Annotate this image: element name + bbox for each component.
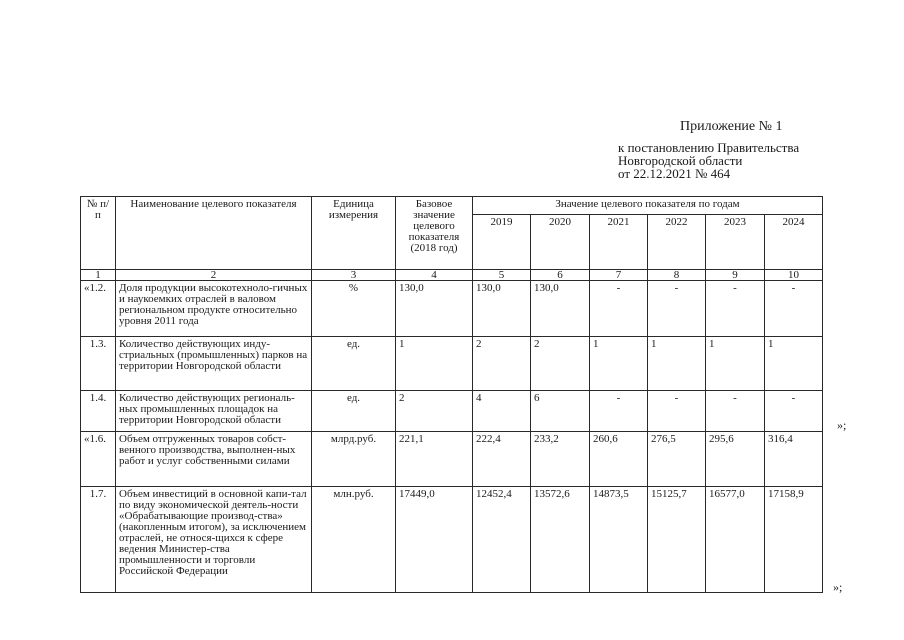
row-value: 130,0 [473,281,531,337]
row-value: 6 [531,391,590,432]
indicators-table [80,196,823,593]
closing-quote-2: »; [833,580,843,594]
row-value: 16577,0 [706,487,765,593]
row-base: 2 [396,391,473,432]
row-value: 14873,5 [590,487,648,593]
row-unit: млрд.руб. [312,432,396,487]
table-row [81,487,823,593]
appendix-title: Приложение № 1 [680,119,783,134]
row-value: 17158,9 [765,487,823,593]
header-year: 2021 [590,215,648,270]
row-value: 1 [706,337,765,391]
appendix-line-3: от 22.12.2021 № 464 [618,166,731,181]
appendix-line-1: к постановлению Правительства [618,140,800,155]
row-value: 260,6 [590,432,648,487]
row-value: 295,6 [706,432,765,487]
row-value: 2 [531,337,590,391]
header-years-group: Значение целевого показателя по годам [473,197,823,215]
header-year: 2019 [473,215,531,270]
header-year: 2020 [531,215,590,270]
column-numbers-row [81,270,823,281]
row-value: - [590,391,648,432]
row-value: 4 [473,391,531,432]
row-base: 17449,0 [396,487,473,593]
table-row [81,432,823,487]
row-value: 13572,6 [531,487,590,593]
row-value: 1 [590,337,648,391]
appendix-line-2: Новгородской области [618,153,743,168]
header-base: Базовое значение целевого показателя (2018 год) [396,197,473,270]
row-name: Доля продукции высокотехноло-гичных и наукоемких отраслей в валовом региональном продукте относительно уровня 2011 года [116,281,312,337]
row-value: - [765,391,823,432]
row-base: 130,0 [396,281,473,337]
col-number: 10 [765,270,823,281]
col-number: 3 [312,270,396,281]
row-value: 12452,4 [473,487,531,593]
row-value: - [706,391,765,432]
row-value: - [590,281,648,337]
col-number: 1 [81,270,116,281]
row-name: Объем отгруженных товаров собст-венного производства, выполнен-ных работ и услуг собственными силами [116,432,312,487]
col-number: 8 [648,270,706,281]
row-value: 130,0 [531,281,590,337]
header-year: 2022 [648,215,706,270]
table-row [81,391,823,432]
header-num: № п/п [81,197,116,270]
row-value: 1 [648,337,706,391]
row-num: «1.6. [81,432,116,487]
row-value: - [706,281,765,337]
row-num: 1.4. [81,391,116,432]
col-number: 9 [706,270,765,281]
col-number: 7 [590,270,648,281]
header-year: 2024 [765,215,823,270]
row-value: 15125,7 [648,487,706,593]
row-unit: % [312,281,396,337]
row-unit: ед. [312,391,396,432]
row-value: - [765,281,823,337]
header-name: Наименование целевого показателя [116,197,312,270]
row-base: 1 [396,337,473,391]
row-name: Количество действующих инду-стриальных (промышленных) парков на территории Новгородской области [116,337,312,391]
row-num: «1.2. [81,281,116,337]
appendix-header [618,120,888,180]
col-number: 6 [531,270,590,281]
table-row [81,337,823,391]
row-unit: ед. [312,337,396,391]
col-number: 4 [396,270,473,281]
row-value: - [648,391,706,432]
col-number: 5 [473,270,531,281]
row-num: 1.3. [81,337,116,391]
row-value: 1 [765,337,823,391]
row-value: 2 [473,337,531,391]
closing-quote-1: »; [837,418,847,432]
col-number: 2 [116,270,312,281]
row-value: 233,2 [531,432,590,487]
row-value: 276,5 [648,432,706,487]
table-row [81,281,823,337]
row-num: 1.7. [81,487,116,593]
row-name: Количество действующих региональ-ных промышленных площадок на территории Новгородской области [116,391,312,432]
row-unit: млн.руб. [312,487,396,593]
header-unit: Единица измерения [312,197,396,270]
header-year: 2023 [706,215,765,270]
row-value: - [648,281,706,337]
row-name: Объем инвестиций в основной капи-тал по виду экономической деятель-ности «Обрабатывающие производ-ства» (накопленным итогом), за исключением отраслей, не относя-щихся к сфере ведения Министер-ства промышленности и торговли Российской Федерации [116,487,312,593]
row-value: 316,4 [765,432,823,487]
row-value: 222,4 [473,432,531,487]
row-base: 221,1 [396,432,473,487]
